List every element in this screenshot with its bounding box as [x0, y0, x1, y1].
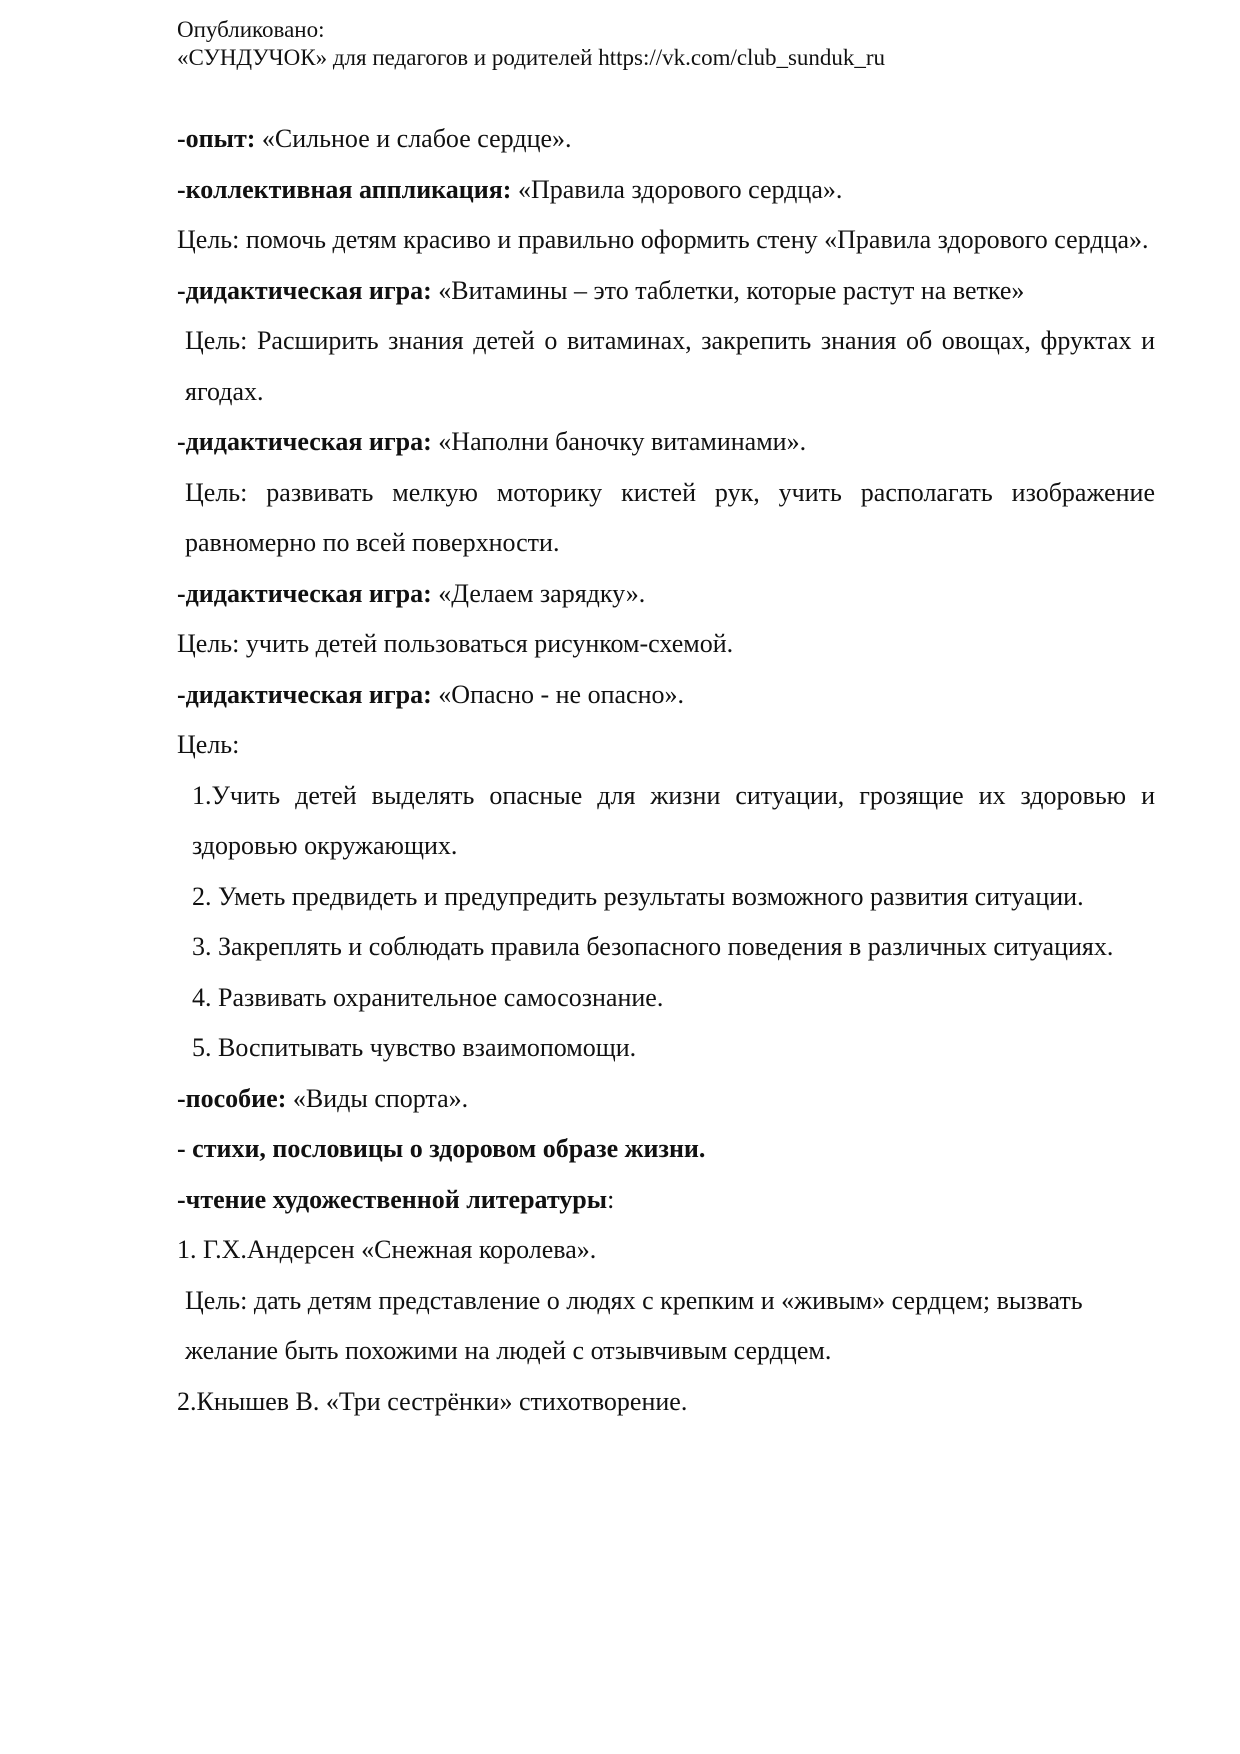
- item-colon: :: [607, 1184, 615, 1214]
- item-goal: Цель: развивать мелкую моторику кистей рук, учить располагать изображение равномерно по всей поверхности.: [185, 477, 1155, 557]
- literature-item: 1. Г.Х.Андерсен «Снежная королева».: [177, 1235, 597, 1264]
- document-body: [177, 114, 1155, 1427]
- item-text: «Сильное и слабое сердце».: [255, 124, 572, 153]
- item-text: «Витамины – это таблетки, которые растут на ветке»: [431, 275, 1025, 305]
- goal-list-item: 5. Воспитывать чувство взаимопомощи.: [192, 1033, 637, 1062]
- item-goal: Цель: учить детей пользоваться рисунком-схемой.: [177, 629, 734, 658]
- item-game-danger: [177, 670, 1155, 721]
- item-text: «Делаем зарядку».: [431, 578, 646, 608]
- goal-list-item: 3. Закреплять и соблюдать правила безопасного поведения в различных ситуациях.: [192, 932, 1114, 961]
- item-game-jar: [177, 417, 1155, 468]
- goal-list-item: 4. Развивать охранительное самосознание.: [192, 982, 664, 1012]
- item-text: «Виды спорта».: [286, 1083, 469, 1113]
- item-poems: - стихи, пословицы о здоровом образе жизни.: [177, 1134, 706, 1163]
- goal-list-item: 1.Учить детей выделять опасные для жизни ситуации, грозящие их здоровью и здоровью окружающих.: [192, 780, 1155, 860]
- page-header: [177, 16, 885, 72]
- item-label: -дидактическая игра:: [177, 427, 432, 456]
- item-label: -дидактическая игра:: [177, 578, 432, 608]
- item-text: «Опасно - не опасно».: [431, 679, 685, 709]
- item-label: -пособие:: [177, 1083, 287, 1113]
- item-manual: [177, 1074, 1155, 1125]
- literature-item: 2.Кнышев В. «Три сестрёнки» стихотворение.: [177, 1386, 688, 1416]
- item-goal: Цель: помочь детям красиво и правильно оформить стену «Правила здорового сердца».: [177, 225, 1149, 254]
- item-label: -коллективная аппликация:: [177, 174, 512, 204]
- item-game-exercise: [177, 569, 1155, 620]
- item-label: -опыт:: [177, 124, 256, 153]
- item-label: -чтение художественной литературы: [177, 1184, 608, 1214]
- item-text: «Наполни баночку витаминами».: [431, 427, 807, 456]
- item-goal-label: Цель:: [177, 730, 240, 759]
- item-game-vitamins: [177, 266, 1155, 317]
- published-source: «СУНДУЧОК» для педагогов и родителей https://vk.com/club_sunduk_ru: [177, 45, 886, 70]
- goal-list-item: 2. Уметь предвидеть и предупредить результаты возможного развития ситуации.: [192, 881, 1084, 911]
- literature-goal: Цель: дать детям представление о людях с крепким и «живым» сердцем; вызвать желание быть похожими на людей с отзывчивым сердцем.: [185, 1285, 1083, 1365]
- item-applique: [177, 165, 1155, 216]
- item-label: -дидактическая игра:: [177, 679, 432, 709]
- item-experiment: [177, 114, 1155, 165]
- item-reading: [177, 1175, 1155, 1226]
- item-goal: Цель: Расширить знания детей о витаминах, закрепить знания об овощах, фруктах и ягодах.: [185, 326, 1155, 406]
- published-label: Опубликовано:: [177, 17, 325, 42]
- item-label: -дидактическая игра:: [177, 275, 432, 305]
- item-text: «Правила здорового сердца».: [511, 174, 843, 204]
